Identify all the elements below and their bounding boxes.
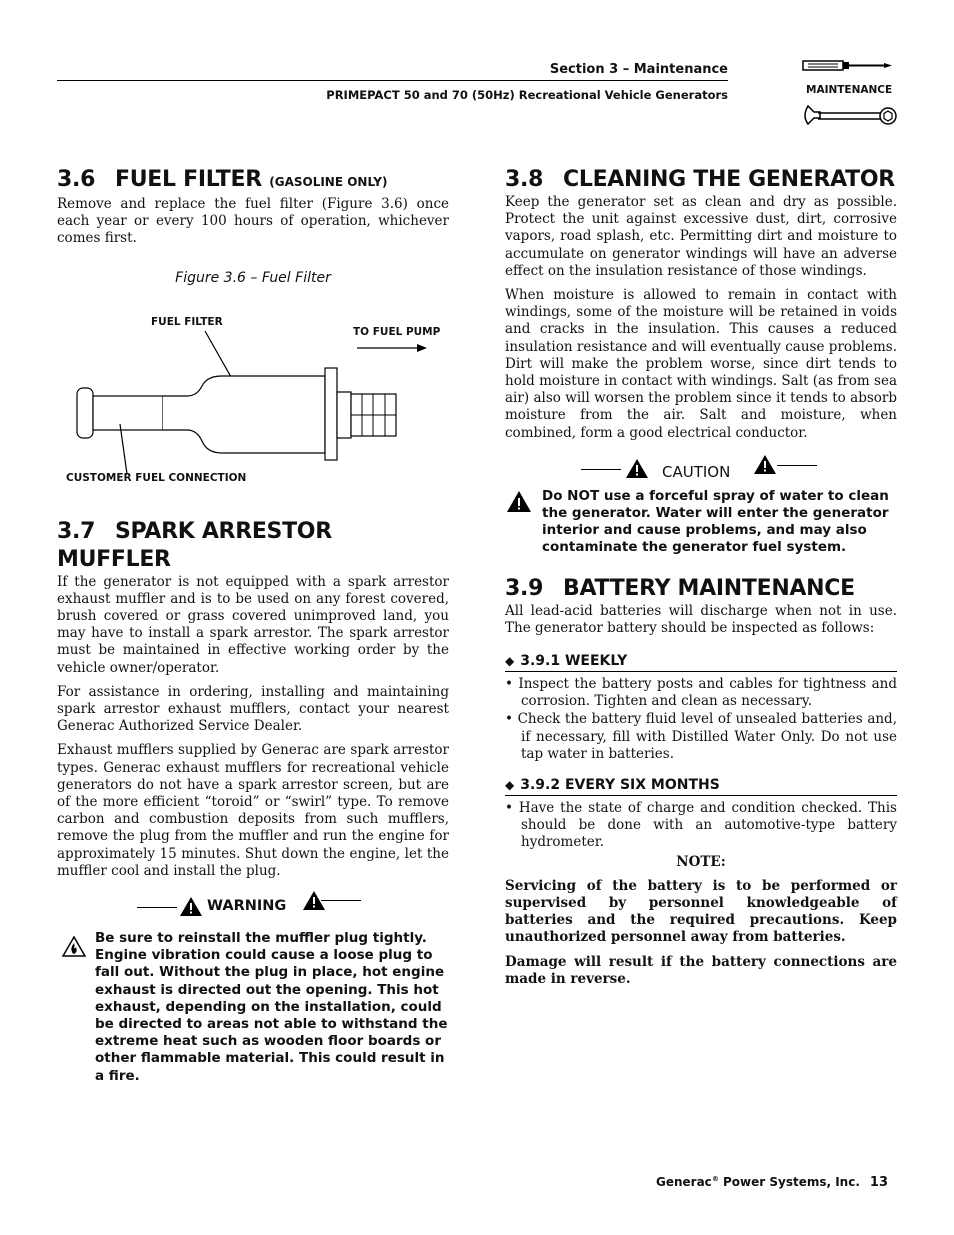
fuel-filter-diagram: [57, 296, 449, 488]
caution-banner: [505, 458, 897, 480]
footer: [656, 1175, 888, 1190]
note-paragraph-1: Servicing of the battery is to be performed or supervised by personnel knowledgeable of batteries and the required precautions. Keep unauthorized personnel away from batteries.: [505, 877, 897, 946]
section-3-6-heading: [57, 166, 449, 196]
cleaning-paragraph-2: When moisture is allowed to remain in contact with windings, some of the moisture will be retained in voids and cracks in the insulation. This causes a reduced insulation resistance and will eventually cause problems. Dirt will make the problem worse, since dirt tends to hold moisture in contact with windings. Salt (as from sea air) also will worsen the problem since it tends to absorb moisture from the air. Salt and moisture, when combined, form a good electrical conductor.: [505, 287, 897, 441]
header-product: PRIMEPACT 50 and 70 (50Hz) Recreational Vehicle Generators: [326, 88, 728, 102]
warning-text: Be sure to reinstall the muffler plug tightly. Engine vibration could cause a loose plug to fall out. Without the plug in place, hot engine exhaust is directed out the opening. This hot exhaust, depending on the installation, could be directed to areas not able to withstand the extreme heat such as wooden floor boards or other flammable material. This could result in a fire.: [95, 930, 448, 1084]
warning-banner: [57, 896, 449, 918]
six-months-list: [505, 800, 897, 852]
wrench-icon: [805, 106, 896, 124]
left-column: [57, 166, 449, 1085]
footer-company: Generac: [656, 1175, 712, 1189]
caution-triangle-icon: [506, 490, 532, 513]
to-fuel-pump-label: TO FUEL PUMP: [353, 325, 441, 338]
fuel-filter-paragraph: Remove and replace the fuel filter (Figure 3.6) once each year or every 100 hours of operation, whichever comes first.: [57, 196, 449, 247]
footer-company-rest: Power Systems, Inc.: [718, 1175, 860, 1189]
fuel-filter-label: FUEL FILTER: [151, 315, 223, 328]
section-title: FUEL FILTER: [115, 167, 262, 192]
right-column: [505, 166, 897, 995]
note-label: NOTE:: [676, 853, 726, 870]
fuel-filter-figure: [57, 296, 449, 488]
header-section: Section 3 – Maintenance: [549, 62, 728, 77]
caution-triangle-icon: [753, 454, 777, 475]
battery-intro: All lead-acid batteries will discharge when not in use. The generator battery should be inspected as follows:: [505, 602, 897, 636]
subsection-title: 3.9.2 EVERY SIX MONTHS: [520, 777, 720, 794]
caution-triangle-icon: [625, 458, 649, 479]
maintenance-tab-label: MAINTENANCE: [806, 84, 893, 96]
header-rule: [57, 80, 728, 81]
list-item: • Inspect the battery posts and cables for tightness and corrosion. Tighten and clean as necessary.: [505, 676, 897, 710]
subsection-six-months-heading: [505, 777, 897, 796]
customer-fuel-connection-label: CUSTOMER FUEL CONNECTION: [66, 471, 247, 484]
weekly-list: [505, 676, 897, 763]
subsection-title: 3.9.1 WEEKLY: [520, 653, 628, 670]
section-number: 3.7: [57, 518, 96, 544]
registered-mark: ®: [711, 1175, 719, 1183]
section-number: 3.8: [505, 167, 544, 192]
spark-arrestor-paragraph-1: If the generator is not equipped with a spark arrestor exhaust muffler and is to be used on any forest covered, brush covered or grass covered unimproved land, you may have to install a spark arrestor. The spark arrestor must be maintained in effective working order by the vehicle owner/operator.: [57, 573, 449, 676]
figure-caption: Figure 3.6 – Fuel Filter: [175, 269, 331, 286]
warning-label: WARNING: [207, 898, 287, 915]
spark-arrestor-paragraph-2: For assistance in ordering, installing and maintaining spark arrestor exhaust mufflers, contact your nearest Generac Authorized Service Dealer.: [57, 683, 449, 735]
section-qualifier: (GASOLINE ONLY): [269, 175, 388, 189]
caution-label: CAUTION: [662, 462, 731, 481]
section-title: SPARK ARRESTOR MUFFLER: [57, 518, 332, 572]
diamond-bullet-icon: ◆: [505, 778, 515, 793]
diamond-bullet-icon: ◆: [505, 654, 515, 669]
screwdriver-icon: [803, 61, 892, 70]
caution-block: [505, 488, 897, 557]
warning-triangle-icon: [179, 896, 203, 917]
caution-text: Do NOT use a forceful spray of water to clean the generator. Water will enter the generator interior and cause problems, and may also contaminate the generator fuel system.: [542, 487, 889, 556]
cleaning-paragraph-1: Keep the generator set as clean and dry as possible. Protect the unit against excessive dust, dirt, corrosive vapors, road splash, etc. Permitting dirt and moisture to accumulate on generator windings will have an adverse effect on the insulation resistance of those windings.: [505, 194, 897, 279]
section-3-9-heading: [505, 575, 897, 603]
section-number: 3.6: [57, 167, 96, 192]
subsection-weekly-heading: [505, 653, 897, 672]
note-paragraph-2: Damage will result if the battery connections are made in reverse.: [505, 953, 897, 987]
spark-arrestor-paragraph-3: Exhaust mufflers supplied by Generac are spark arrestor types. Generac exhaust mufflers for recreational vehicle generators do not have a spark arrestor screen, but are of the more efficient “toroid” or “swirl” type. To remove carbon and combustion deposits from such mufflers, remove the plug from the muffler and run the engine for approximately 15 minutes. Shut down the engine, let the muffler cool and install the plug.: [57, 742, 449, 879]
list-item: • Check the battery fluid level of unsealed batteries and, if necessary, fill with Distilled Water Only. Do not use tap water in batteries.: [505, 711, 897, 762]
page-number: 13: [869, 1175, 888, 1190]
fire-hazard-icon: [62, 936, 86, 957]
section-title: CLEANING THE GENERATOR: [563, 167, 895, 192]
list-item: • Have the state of charge and condition checked. This should be done with an automotive-type battery hydrometer.: [505, 800, 897, 851]
section-number: 3.9: [505, 575, 544, 601]
section-3-7-heading: [57, 518, 449, 574]
warning-block: [57, 930, 449, 1085]
section-title: BATTERY MAINTENANCE: [563, 575, 855, 601]
section-3-8-heading: [505, 166, 897, 194]
